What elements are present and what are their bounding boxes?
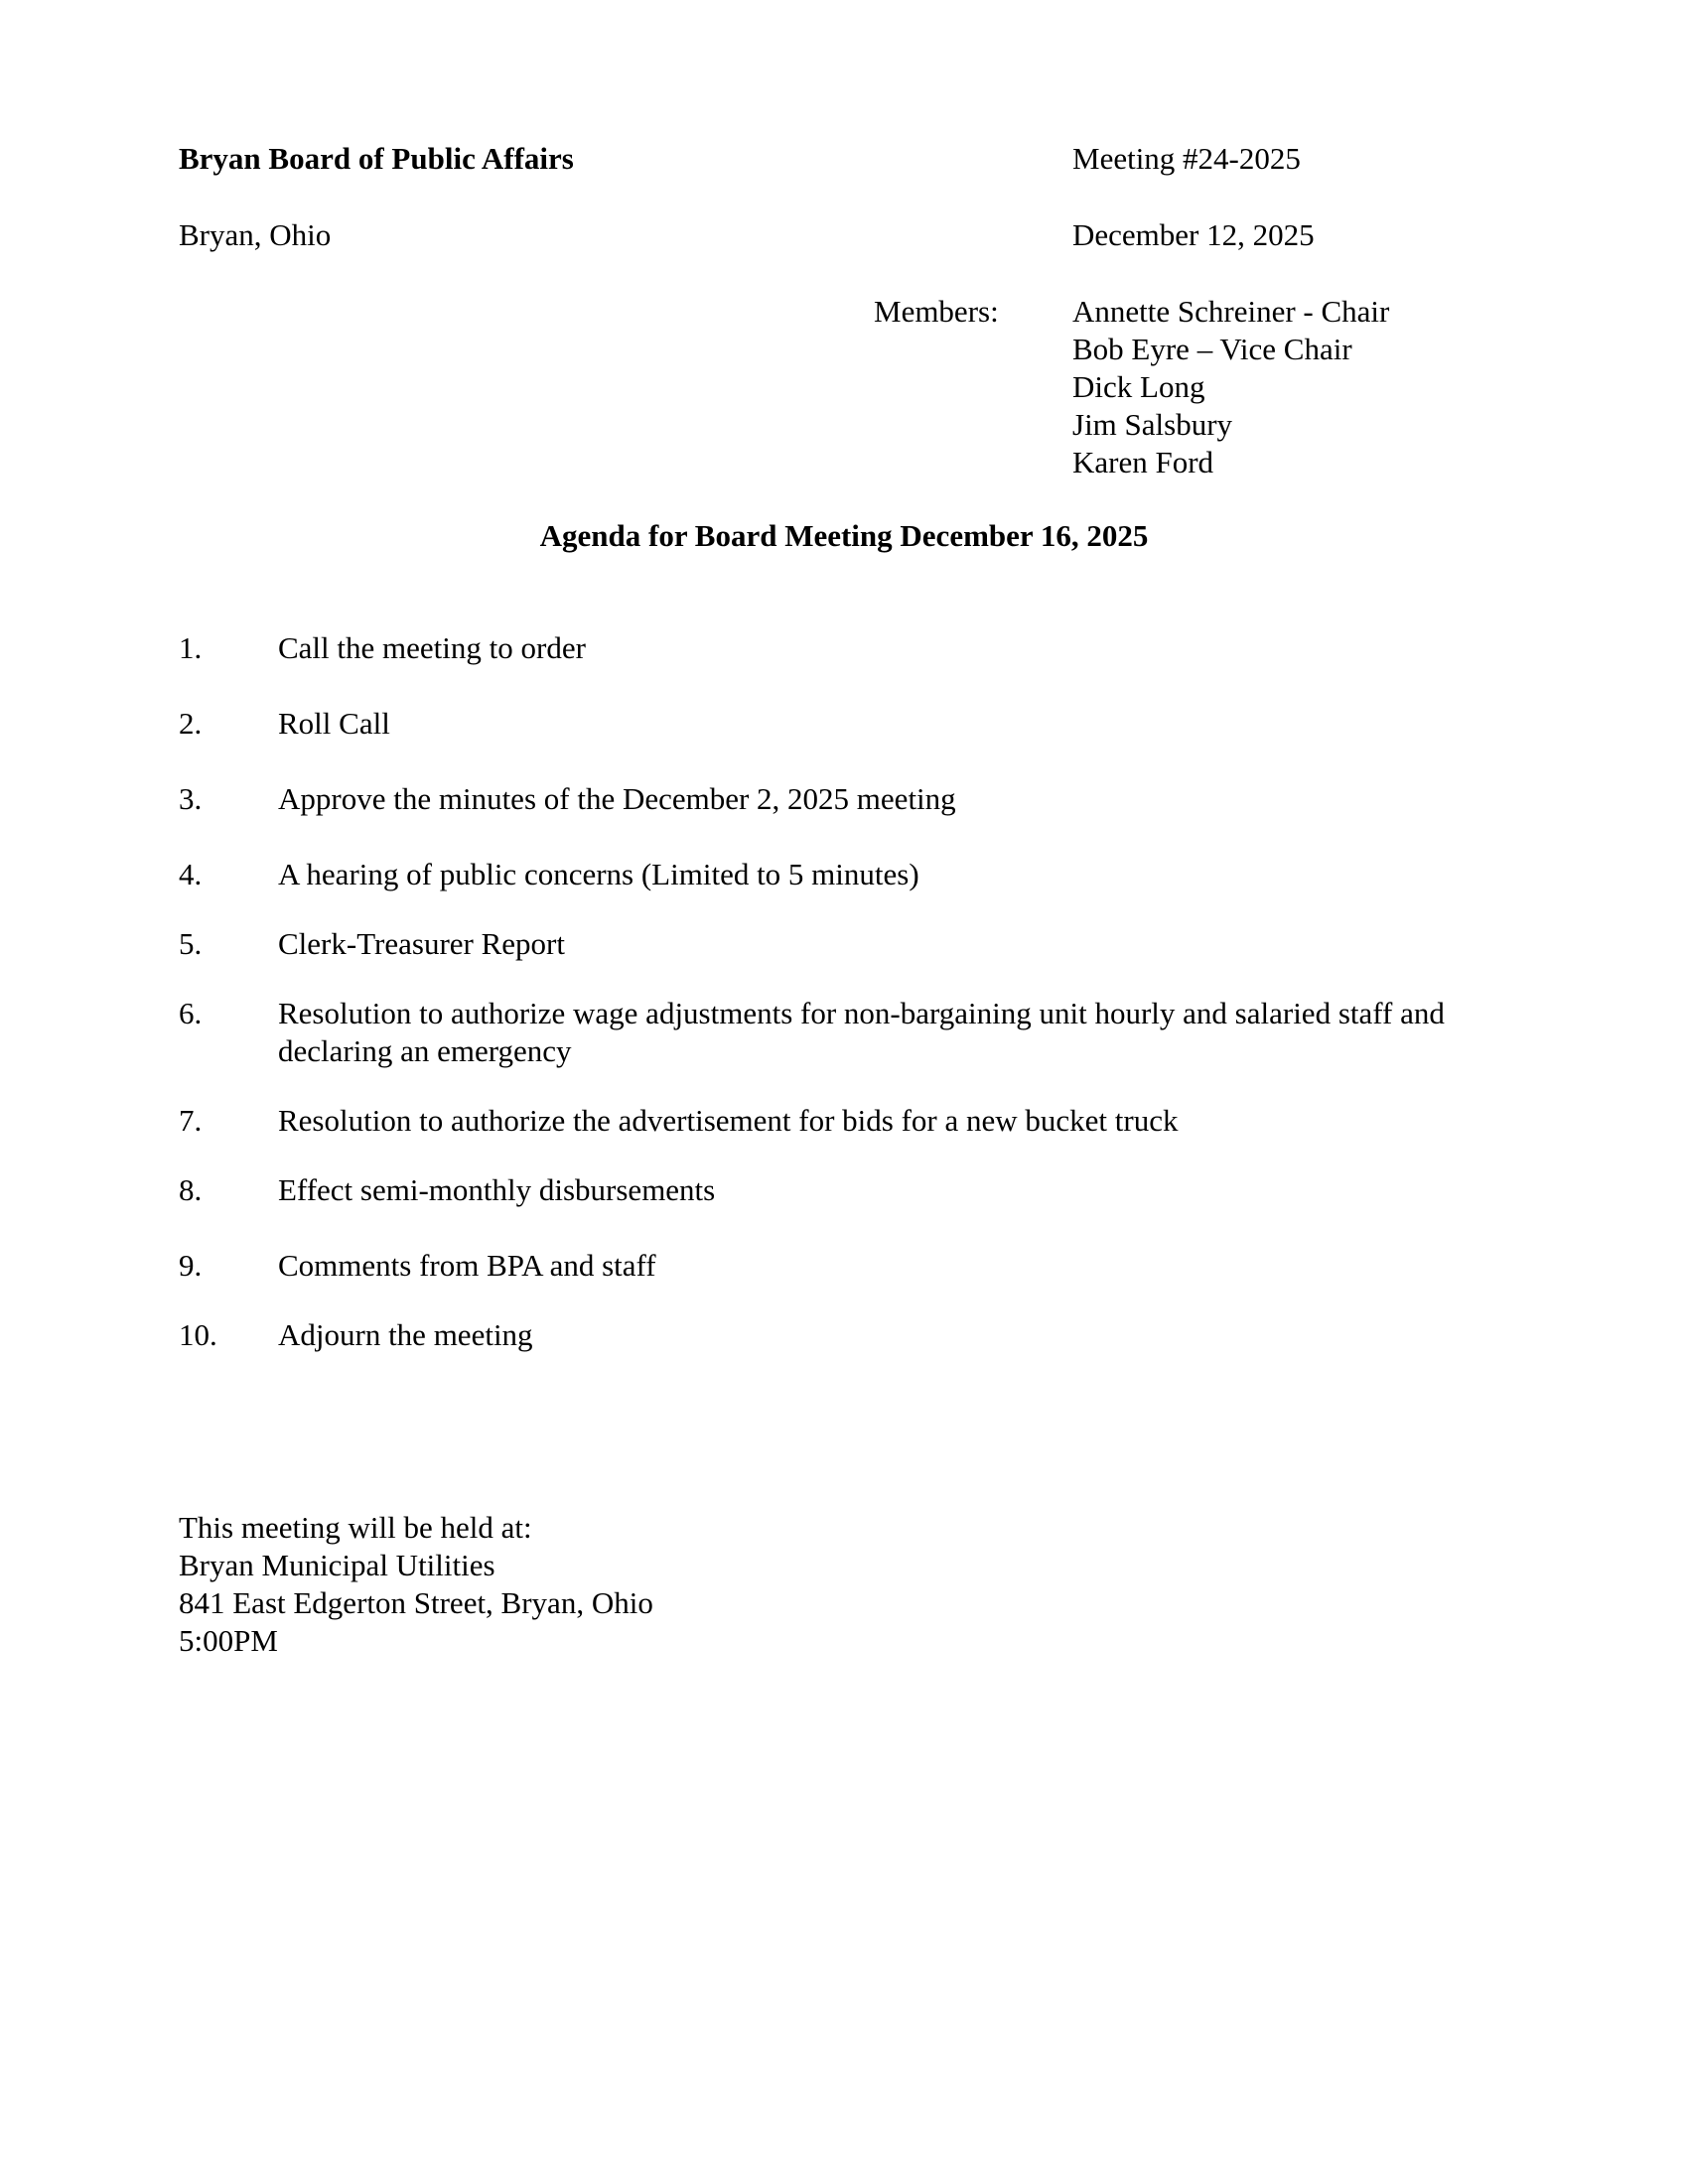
agenda-item-number: 6. bbox=[179, 996, 203, 1030]
agenda-item-text: Effect semi-monthly disbursements bbox=[278, 1172, 716, 1207]
agenda-title: Agenda for Board Meeting December 16, 2025 bbox=[539, 518, 1149, 553]
member-name: Karen Ford bbox=[1072, 445, 1214, 479]
agenda-item-text: Comments from BPA and staff bbox=[278, 1248, 656, 1283]
agenda-item-number: 8. bbox=[179, 1172, 203, 1207]
agenda-item-text: Resolution to authorize the advertisement for bids for a new bucket truck bbox=[278, 1103, 1179, 1138]
members-label: Members: bbox=[874, 294, 999, 329]
venue-address: 841 East Edgerton Street, Bryan, Ohio bbox=[179, 1585, 653, 1620]
venue-intro: This meeting will be held at: bbox=[179, 1510, 532, 1545]
members-list bbox=[1072, 293, 1389, 481]
agenda-item-text: Roll Call bbox=[278, 706, 390, 741]
agenda-item-text: Clerk-Treasurer Report bbox=[278, 926, 565, 961]
agenda-item-number: 1. bbox=[179, 630, 203, 665]
agenda-item-text: Adjourn the meeting bbox=[278, 1317, 533, 1352]
agenda-item-number: 10. bbox=[179, 1317, 217, 1352]
venue-name: Bryan Municipal Utilities bbox=[179, 1548, 495, 1582]
agenda-item-text: A hearing of public concerns (Limited to 5 minutes) bbox=[278, 857, 919, 891]
member-name: Dick Long bbox=[1072, 369, 1205, 404]
agenda-item-number: 2. bbox=[179, 706, 203, 741]
organization-name: Bryan Board of Public Affairs bbox=[179, 141, 574, 176]
agenda-item-text: Call the meeting to order bbox=[278, 630, 586, 665]
agenda-item-number: 5. bbox=[179, 926, 203, 961]
venue-block bbox=[179, 1509, 653, 1660]
member-name: Bob Eyre – Vice Chair bbox=[1072, 332, 1352, 366]
meeting-number: Meeting #24-2025 bbox=[1072, 141, 1301, 176]
meeting-time: 5:00PM bbox=[179, 1623, 278, 1658]
agenda-item-number: 7. bbox=[179, 1103, 203, 1138]
agenda-item-number: 4. bbox=[179, 857, 203, 891]
notice-date: December 12, 2025 bbox=[1072, 217, 1315, 252]
agenda-item-text: Approve the minutes of the December 2, 2025 meeting bbox=[278, 781, 956, 816]
agenda-item-number: 9. bbox=[179, 1248, 203, 1283]
agenda-item-number: 3. bbox=[179, 781, 203, 816]
member-name: Jim Salsbury bbox=[1072, 407, 1233, 442]
member-name: Annette Schreiner - Chair bbox=[1072, 294, 1390, 329]
agenda-item-text: Resolution to authorize wage adjustments for non-bargaining unit hourly and salaried staff and declaring an emergency bbox=[278, 996, 1445, 1068]
location: Bryan, Ohio bbox=[179, 217, 332, 252]
